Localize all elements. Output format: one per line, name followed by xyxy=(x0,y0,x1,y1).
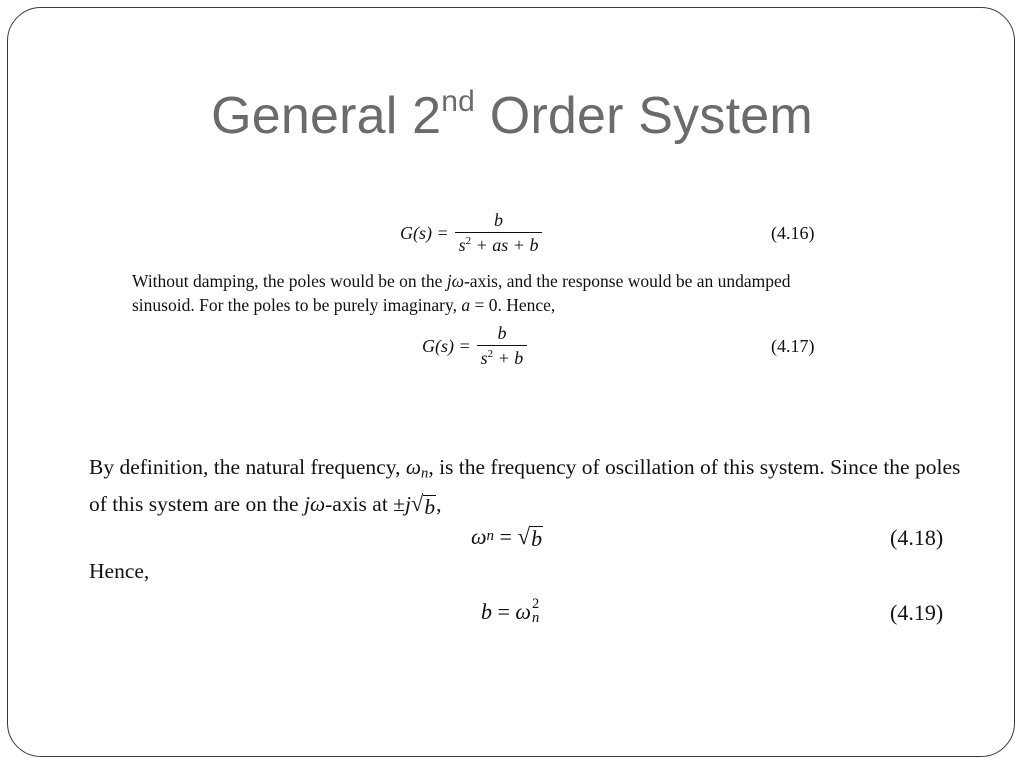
omega-symbol: ω xyxy=(405,455,422,479)
j-symbol: j xyxy=(404,491,411,516)
denominator xyxy=(455,232,543,256)
paragraph-text-2: -axis, and the response would be an undamped sinusoid. For the poles to be purely imaginary, xyxy=(132,271,791,315)
omega-symbol: ω xyxy=(515,598,531,624)
paragraph-text-1: Without damping, the poles would be on the xyxy=(132,271,447,291)
jw-symbol: jω xyxy=(303,491,326,516)
equation-number-4-19: (4.19) xyxy=(890,600,944,625)
equation-4-16 xyxy=(400,211,544,256)
equation-4-18 xyxy=(471,523,543,550)
radical-sign: √ xyxy=(410,490,424,516)
equation-4-17 xyxy=(422,324,529,369)
a-symbol: a xyxy=(461,295,471,315)
slide-frame xyxy=(7,7,1015,757)
n-subscript: n xyxy=(486,528,495,544)
exponent: 2 xyxy=(531,596,540,612)
hence-text: Hence, xyxy=(89,559,150,583)
n-subscript: n xyxy=(531,609,540,626)
paragraph-text-3: = 0. Hence, xyxy=(470,295,556,315)
den-rest: + b xyxy=(493,347,524,368)
paragraph-text-2: , is the frequency of oscillation of this system. Since the poles of this system are on the xyxy=(89,455,961,516)
paragraph-text-4: , xyxy=(436,491,442,516)
sqrt-b xyxy=(411,489,436,519)
title-rest: Order System xyxy=(475,87,813,145)
title-main: General 2 xyxy=(211,87,442,145)
radical-sign: √ xyxy=(517,523,531,549)
equals-sign: = xyxy=(494,523,518,549)
equation-4-19 xyxy=(481,598,539,626)
numerator: b xyxy=(497,323,507,343)
n-subscript: n xyxy=(421,465,429,482)
paragraph-damping xyxy=(132,269,832,317)
equation-lhs: G(s) = xyxy=(400,222,449,243)
omega-symbol: ω xyxy=(471,523,487,549)
sqrt-b xyxy=(517,523,543,550)
denominator xyxy=(477,345,528,369)
paragraph-text-3: -axis at ± xyxy=(325,491,405,516)
title-superscript: nd xyxy=(441,85,476,118)
den-exponent: 2 xyxy=(487,347,494,360)
den-exponent: 2 xyxy=(465,234,472,247)
den-s: s xyxy=(480,347,488,368)
jw-symbol: jω xyxy=(446,271,464,291)
b-symbol: b xyxy=(481,598,492,624)
omega-indices xyxy=(532,598,539,626)
paragraph-text-1: By definition, the natural frequency, xyxy=(89,455,406,479)
equation-number-4-17: (4.17) xyxy=(771,336,815,356)
radicand: b xyxy=(424,495,436,520)
fraction xyxy=(455,211,543,256)
numerator: b xyxy=(494,210,504,230)
radicand: b xyxy=(531,525,543,551)
den-s: s xyxy=(458,234,466,255)
equation-lhs: G(s) = xyxy=(422,335,471,356)
equation-number-4-18: (4.18) xyxy=(890,525,944,550)
fraction xyxy=(477,324,528,369)
den-rest: + as + b xyxy=(471,234,539,255)
equation-number-4-16: (4.16) xyxy=(771,223,815,243)
equals-sign: = xyxy=(492,598,516,624)
paragraph-natural-frequency xyxy=(89,452,964,519)
slide-title xyxy=(8,85,1016,145)
